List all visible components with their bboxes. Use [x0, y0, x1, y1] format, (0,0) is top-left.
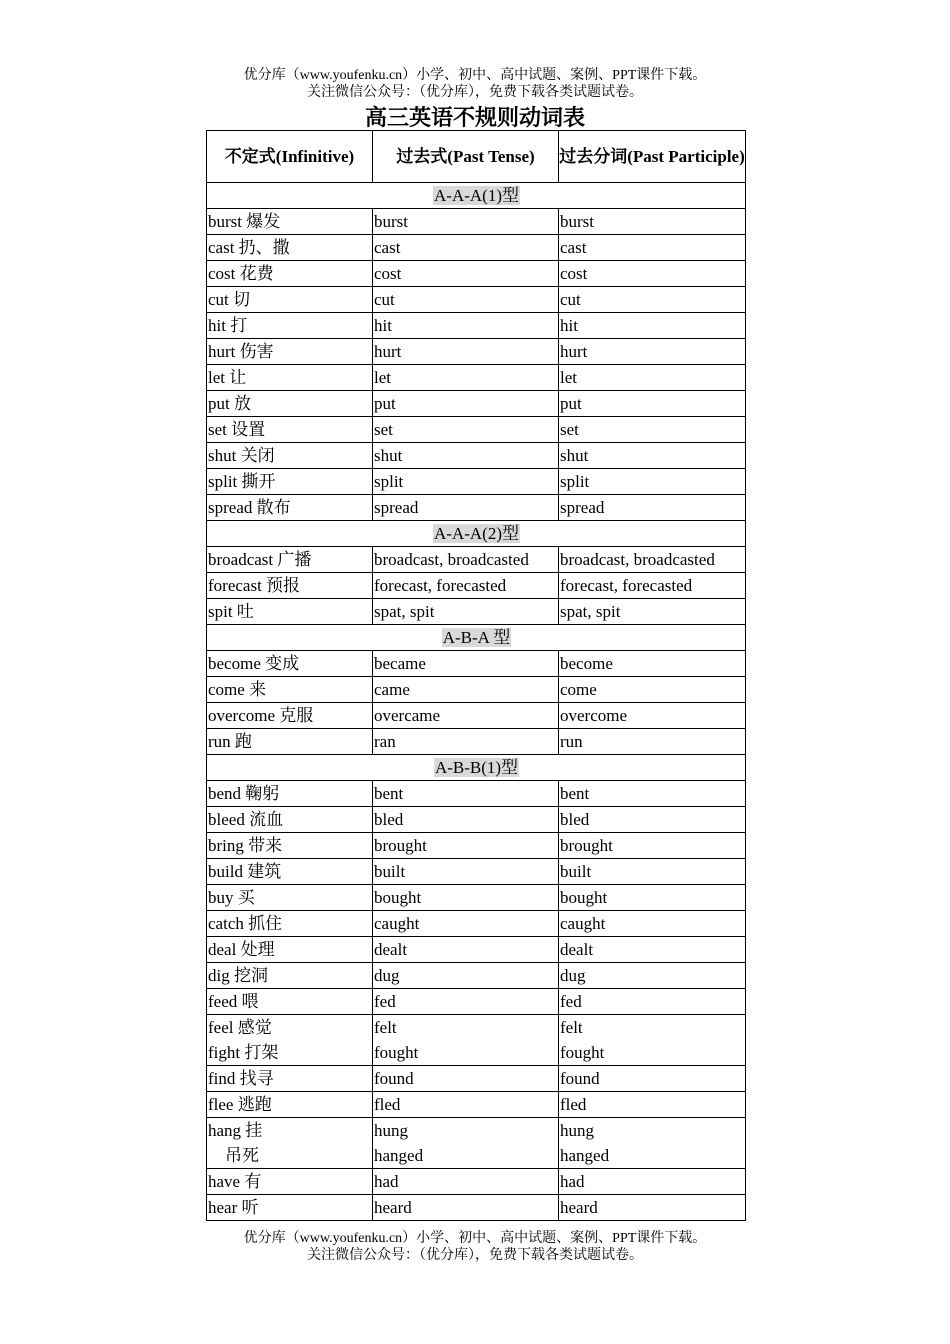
table-row [207, 599, 746, 625]
table-row [207, 781, 746, 807]
section-title: A-A-A(2)型 [434, 524, 519, 543]
table-row [207, 313, 746, 339]
cell-past-participle: bent [559, 781, 746, 807]
cell-past-tense: put [373, 391, 559, 417]
cell-line: felt [560, 1018, 583, 1037]
column-header-past-tense: 过去式(Past Tense) [373, 131, 559, 183]
cell-past-tense: burst [373, 209, 559, 235]
cell-past-participle: overcome [559, 703, 746, 729]
cell-past-tense: hurt [373, 339, 559, 365]
cell-past-tense: shut [373, 443, 559, 469]
cell-past-participle: run [559, 729, 746, 755]
cell-infinitive: shut 关闭 [207, 443, 373, 469]
table-row [207, 1169, 746, 1195]
cell-infinitive: flee 逃跑 [207, 1092, 373, 1118]
cell-past-participle: spat, spit [559, 599, 746, 625]
cell-past-tense: became [373, 651, 559, 677]
cell-past-participle: brought [559, 833, 746, 859]
table-row [207, 261, 746, 287]
cell-past-tense: let [373, 365, 559, 391]
section-title: A-B-A 型 [442, 628, 511, 647]
cell-past-tense: bought [373, 885, 559, 911]
table-header-row [207, 131, 746, 183]
cell-infinitive: forecast 预报 [207, 573, 373, 599]
cell-past-participle: forecast, forecasted [559, 573, 746, 599]
cell-past-participle: bought [559, 885, 746, 911]
table-row [207, 833, 746, 859]
cell-past-participle: put [559, 391, 746, 417]
cell-infinitive: put 放 [207, 391, 373, 417]
table-row [207, 885, 746, 911]
page-footer [0, 1230, 950, 1264]
cell-infinitive: cast 扔、撒 [207, 235, 373, 261]
table-row [207, 859, 746, 885]
cell-line: hanged [374, 1146, 424, 1165]
table-row [207, 1015, 746, 1066]
table-row [207, 651, 746, 677]
cell-infinitive: hurt 伤害 [207, 339, 373, 365]
cell-past-participle: hit [559, 313, 746, 339]
cell-past-participle: come [559, 677, 746, 703]
table-row [207, 1195, 746, 1221]
cell-infinitive: build 建筑 [207, 859, 373, 885]
section-header-row [207, 521, 746, 547]
irregular-verb-table [206, 130, 746, 1221]
page-header [0, 67, 950, 101]
cell-past-participle: dug [559, 963, 746, 989]
table-row [207, 807, 746, 833]
cell-infinitive: spit 吐 [207, 599, 373, 625]
section-title: A-B-B(1)型 [434, 758, 519, 777]
table-row [207, 989, 746, 1015]
cell-past-participle: fed [559, 989, 746, 1015]
cell-past-tense: spat, spit [373, 599, 559, 625]
header-line-2: 关注微信公众号：（优分库），免费下载各类试题试卷。 [307, 85, 643, 100]
cell-past-participle: cost [559, 261, 746, 287]
cell-infinitive: have 有 [207, 1169, 373, 1195]
cell-infinitive: split 撕开 [207, 469, 373, 495]
section-header-cell [207, 755, 746, 781]
cell-infinitive: dig 挖洞 [207, 963, 373, 989]
cell-infinitive: spread 散布 [207, 495, 373, 521]
cell-infinitive: bend 鞠躬 [207, 781, 373, 807]
cell-infinitive: run 跑 [207, 729, 373, 755]
cell-infinitive: find 找寻 [207, 1066, 373, 1092]
cell-past-tense [373, 1118, 559, 1169]
table-row [207, 443, 746, 469]
table-row [207, 495, 746, 521]
cell-past-tense: heard [373, 1195, 559, 1221]
cell-past-tense: cost [373, 261, 559, 287]
cell-line: fight 打架 [208, 1043, 279, 1062]
cell-infinitive: cut 切 [207, 287, 373, 313]
section-title: A-A-A(1)型 [434, 186, 519, 205]
cell-past-tense: split [373, 469, 559, 495]
cell-past-participle: had [559, 1169, 746, 1195]
cell-past-participle: become [559, 651, 746, 677]
cell-past-participle: broadcast, broadcasted [559, 547, 746, 573]
header-line-1: 优分库（www.youfenku.cn）小学、初中、高中试题、案例、PPT课件下载。 [243, 68, 707, 83]
cell-past-participle [559, 1118, 746, 1169]
footer-line-2: 关注微信公众号：（优分库），免费下载各类试题试卷。 [307, 1248, 643, 1263]
section-header-row [207, 625, 746, 651]
cell-infinitive: burst 爆发 [207, 209, 373, 235]
cell-past-tense: cut [373, 287, 559, 313]
cell-infinitive: set 设置 [207, 417, 373, 443]
cell-past-participle: let [559, 365, 746, 391]
cell-infinitive: come 来 [207, 677, 373, 703]
cell-past-tense: found [373, 1066, 559, 1092]
column-header-infinitive: 不定式(Infinitive) [207, 131, 373, 183]
column-header-past-participle: 过去分词(Past Participle) [559, 131, 746, 183]
cell-line: hung [374, 1121, 408, 1140]
table-row [207, 1066, 746, 1092]
cell-past-tense [373, 1015, 559, 1066]
table-row [207, 547, 746, 573]
cell-line: hanged [560, 1146, 610, 1165]
cell-past-tense: brought [373, 833, 559, 859]
cell-infinitive: bleed 流血 [207, 807, 373, 833]
cell-infinitive: hear 听 [207, 1195, 373, 1221]
table-row [207, 703, 746, 729]
cell-infinitive [207, 1015, 373, 1066]
cell-past-participle: cut [559, 287, 746, 313]
cell-past-participle: bled [559, 807, 746, 833]
page-title: 高三英语不规则动词表 [364, 105, 585, 130]
cell-infinitive: let 让 [207, 365, 373, 391]
section-header-row [207, 755, 746, 781]
cell-past-tense: hit [373, 313, 559, 339]
cell-past-tense: bled [373, 807, 559, 833]
cell-past-tense: had [373, 1169, 559, 1195]
cell-past-participle: fled [559, 1092, 746, 1118]
table-row [207, 391, 746, 417]
cell-infinitive: buy 买 [207, 885, 373, 911]
cell-past-tense: dealt [373, 937, 559, 963]
cell-line: hung [560, 1121, 594, 1140]
cell-past-participle: split [559, 469, 746, 495]
cell-infinitive: broadcast 广播 [207, 547, 373, 573]
section-header-row [207, 183, 746, 209]
cell-infinitive: feed 喂 [207, 989, 373, 1015]
cell-past-tense: set [373, 417, 559, 443]
table-row [207, 911, 746, 937]
table-row [207, 469, 746, 495]
cell-past-participle: built [559, 859, 746, 885]
cell-past-participle: cast [559, 235, 746, 261]
cell-line: fought [374, 1043, 419, 1062]
cell-infinitive: hit 打 [207, 313, 373, 339]
cell-past-tense: spread [373, 495, 559, 521]
cell-past-tense: ran [373, 729, 559, 755]
cell-past-tense: fed [373, 989, 559, 1015]
table-row [207, 1118, 746, 1169]
table-row [207, 573, 746, 599]
cell-past-tense: caught [373, 911, 559, 937]
cell-line: felt [374, 1018, 397, 1037]
cell-past-tense: forecast, forecasted [373, 573, 559, 599]
cell-past-participle: set [559, 417, 746, 443]
table-body [207, 183, 746, 1221]
cell-line: fought [560, 1043, 605, 1062]
cell-infinitive: cost 花费 [207, 261, 373, 287]
section-header-cell [207, 183, 746, 209]
cell-infinitive [207, 1118, 373, 1169]
table-row [207, 677, 746, 703]
cell-past-tense: bent [373, 781, 559, 807]
cell-infinitive: catch 抓住 [207, 911, 373, 937]
table-row [207, 209, 746, 235]
section-header-cell [207, 521, 746, 547]
cell-past-tense: overcame [373, 703, 559, 729]
cell-past-participle: dealt [559, 937, 746, 963]
cell-line: 吊死 [208, 1146, 259, 1165]
section-header-cell [207, 625, 746, 651]
cell-line: hang 挂 [208, 1121, 263, 1140]
cell-past-participle: hurt [559, 339, 746, 365]
cell-infinitive: deal 处理 [207, 937, 373, 963]
cell-infinitive: bring 带来 [207, 833, 373, 859]
cell-infinitive: overcome 克服 [207, 703, 373, 729]
table-row [207, 365, 746, 391]
table-row [207, 963, 746, 989]
table-row [207, 729, 746, 755]
table-row [207, 339, 746, 365]
cell-past-tense: came [373, 677, 559, 703]
cell-infinitive: become 变成 [207, 651, 373, 677]
cell-past-tense: fled [373, 1092, 559, 1118]
table-row [207, 287, 746, 313]
footer-line-1: 优分库（www.youfenku.cn）小学、初中、高中试题、案例、PPT课件下载。 [243, 1231, 707, 1246]
cell-past-participle: spread [559, 495, 746, 521]
cell-past-participle: shut [559, 443, 746, 469]
cell-past-participle: heard [559, 1195, 746, 1221]
table-row [207, 417, 746, 443]
cell-past-tense: built [373, 859, 559, 885]
table-row [207, 1092, 746, 1118]
cell-past-participle: caught [559, 911, 746, 937]
cell-line: feel 感觉 [208, 1018, 272, 1037]
cell-past-participle [559, 1015, 746, 1066]
table-row [207, 235, 746, 261]
cell-past-participle: burst [559, 209, 746, 235]
cell-past-tense: dug [373, 963, 559, 989]
cell-past-tense: broadcast, broadcasted [373, 547, 559, 573]
table-row [207, 937, 746, 963]
cell-past-participle: found [559, 1066, 746, 1092]
cell-past-tense: cast [373, 235, 559, 261]
